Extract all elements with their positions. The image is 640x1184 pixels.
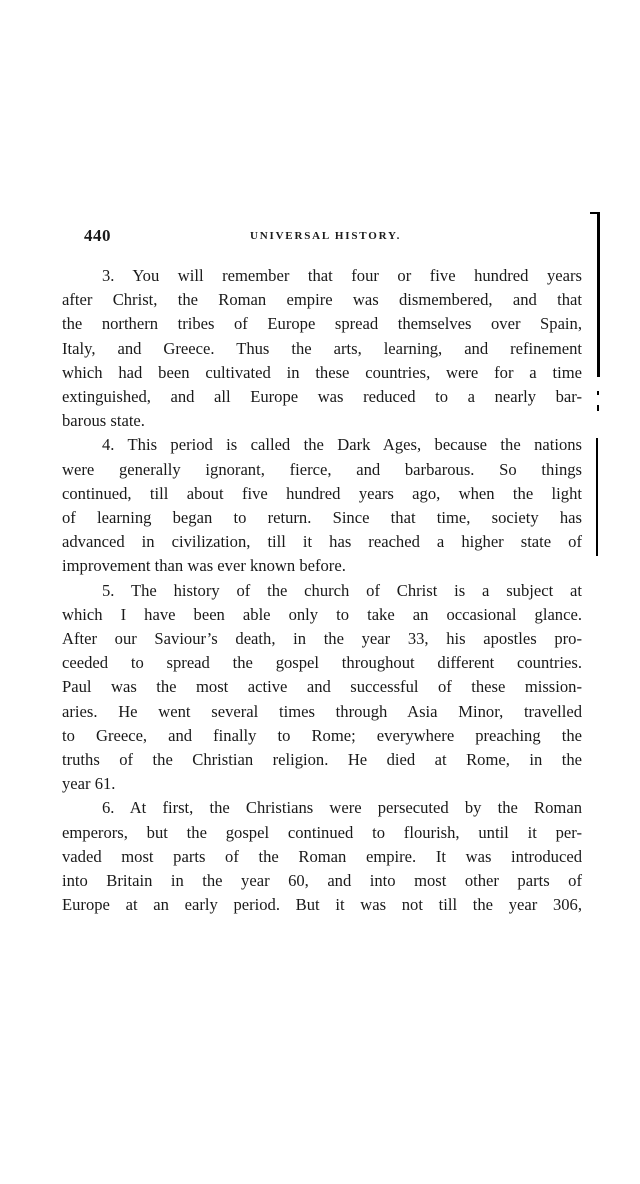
text-line: of learning began to return. Since that time, society has [62,508,582,528]
margin-mark [597,405,599,411]
text-line: advanced in civilization, till it has reached a higher state of [62,532,582,552]
text-line: Italy, and Greece. Thus the arts, learning, and refinement [62,338,582,358]
text-line: 6. At first, the Christians were persecuted by the Roman [102,798,582,818]
paragraph-3 [62,264,582,433]
text-line: emperors, but the gospel continued to flourish, until it per- [62,822,582,842]
text-line: extinguished, and all Europe was reduced to a nearly bar- [62,387,582,407]
text-line: were generally ignorant, fierce, and barbarous. So things [62,459,582,479]
page-number: 440 [84,226,111,245]
text-line: truths of the Christian religion. He died at Rome, in the [62,750,582,770]
margin-mark [597,391,599,395]
text-line: after Christ, the Roman empire was dismembered, and that [62,290,582,310]
text-line: year 61. [62,774,116,794]
paragraph-4 [62,433,582,578]
paragraph-6 [62,796,582,917]
running-head: UNIVERSAL HISTORY. [250,230,402,242]
text-line: Paul was the most active and successful of these mission- [62,677,582,697]
text-line: continued, till about five hundred years ago, when the light [62,483,582,503]
text-line: barous state. [62,411,145,431]
text-line: into Britain in the year 60, and into most other parts of [62,871,582,891]
text-line: the northern tribes of Europe spread themselves over Spain, [62,314,582,334]
text-line: aries. He went several times through Asia Minor, travelled [62,701,582,721]
text-line: After our Saviour’s death, in the year 33, his apostles pro- [62,629,582,649]
text-line: which I have been able only to take an occasional glance. [62,604,582,624]
text-line: vaded most parts of the Roman empire. It was introduced [62,846,582,866]
margin-bracket-line [596,438,598,556]
text-line: 5. The history of the church of Christ is a subject at [102,580,582,600]
margin-bracket-line [597,212,600,377]
body-text [62,264,582,917]
text-line: to Greece, and finally to Rome; everywhere preaching the [62,725,582,745]
text-line: improvement than was ever known before. [62,556,346,576]
paragraph-5 [62,579,582,797]
text-line: which had been cultivated in these countries, were for a time [62,362,582,382]
text-line: ceeded to spread the gospel throughout different countries. [62,653,582,673]
page-header [84,226,584,252]
text-line: 3. You will remember that four or five hundred years [102,266,582,285]
text-line: 4. This period is called the Dark Ages, because the nations [102,435,582,455]
text-line: Europe at an early period. But it was not till the year 306, [62,895,582,915]
